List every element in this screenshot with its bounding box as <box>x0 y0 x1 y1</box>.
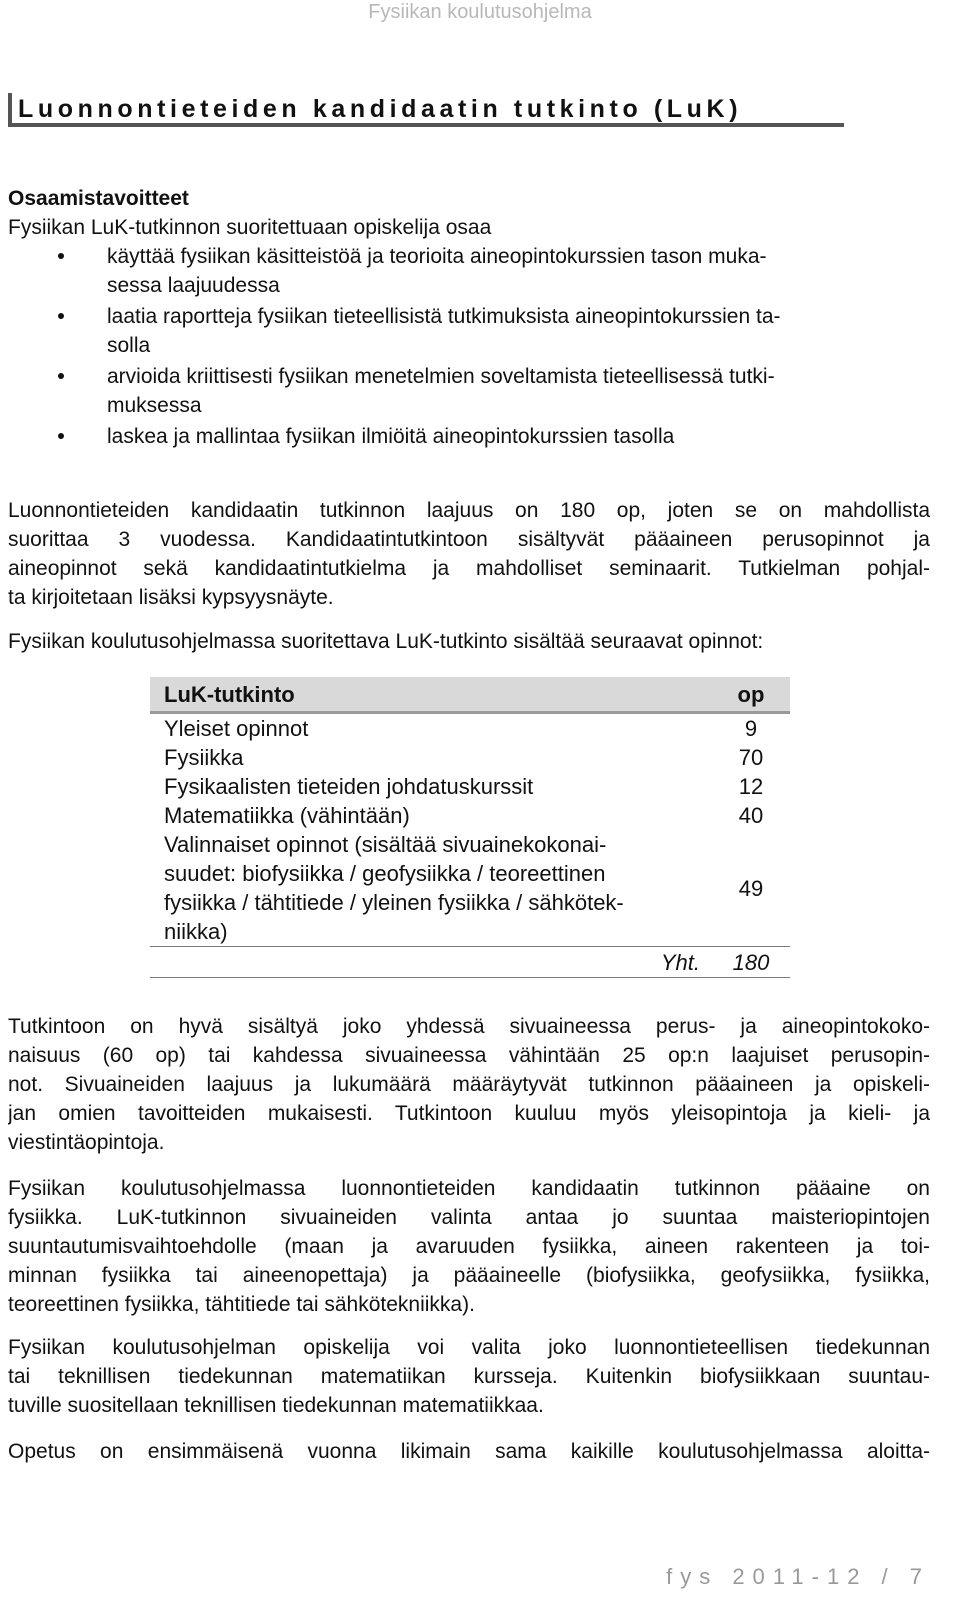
table-cell-label: Yleiset opinnot <box>164 716 309 741</box>
paragraph-4-line-3: suuntautumisvaihtoehdolle (maan ja avaruuden fysiikka, aineen rakenteen ja toi- <box>8 1235 930 1258</box>
table-row <box>150 801 790 830</box>
paragraph-2: Fysiikan koulutusohjelmassa suoritettava LuK-tutkinto sisältää seuraavat opinnot: <box>8 630 764 653</box>
table-row-electives <box>150 830 790 947</box>
section-title: Luonnontieteiden kandidaatin tutkinto (LuK) <box>18 95 743 123</box>
table-cell-op: 9 <box>744 716 758 741</box>
table-header-row <box>150 677 790 713</box>
table-row <box>150 772 790 801</box>
table-cell-label <box>150 830 712 947</box>
paragraph-5-line-3: tuville suositellaan teknillisen tiedekunnan matematiikkaa. <box>8 1394 544 1417</box>
page-footer: fys 2011-12 / 7 <box>666 1564 930 1589</box>
paragraph-4-line-1: Fysiikan koulutusohjelmassa luonnontieteiden kandidaatin tutkinnon pääaine on <box>8 1177 930 1200</box>
objectives-heading: Osaamistavoitteet <box>8 187 189 210</box>
paragraph-6-line-1: Opetus on ensimmäisenä vuonna likimain sama kaikille koulutusohjelmassa aloitta- <box>8 1440 930 1463</box>
table-row <box>150 713 790 744</box>
bullet-marker <box>58 313 64 319</box>
objective-item-2-line-1: laatia raportteja fysiikan tieteellisistä tutkimuksista aineopintokurssien ta- <box>107 305 781 328</box>
bullet-marker <box>58 373 64 379</box>
paragraph-3-line-1: Tutkintoon on hyvä sisältyä joko yhdessä sivuaineessa perus- ja aineopintokoko- <box>8 1015 930 1038</box>
table-cell-label: Matematiikka (vähintään) <box>164 803 410 828</box>
paragraph-1-line-2: suorittaa 3 vuodessa. Kandidaatintutkintoon sisältyvät pääaineen perusopinnot ja <box>8 528 930 551</box>
bullet-marker <box>58 433 64 439</box>
paragraph-3-line-2: naisuus (60 op) tai kahdessa sivuaineessa vähintään 25 op:n laajuiset perusopin- <box>8 1044 930 1067</box>
elective-line: suudet: biofysiikka / geofysiikka / teoreettinen <box>164 861 606 886</box>
elective-line: Valinnaiset opinnot (sisältää sivuainekokonai- <box>164 832 607 857</box>
table-cell-label: Fysiikka <box>164 745 244 770</box>
objective-item-3-line-2: muksessa <box>107 394 202 417</box>
running-header: Fysiikan koulutusohjelma <box>368 1 592 23</box>
objective-item-2-line-2: solla <box>107 334 151 357</box>
table-cell-op: 70 <box>738 745 764 770</box>
bullet-marker <box>58 253 64 259</box>
paragraph-3-line-4: jan omien tavoitteiden mukaisesti. Tutkintoon kuuluu myös yleisopintoja ja kieli- ja <box>8 1102 930 1125</box>
paragraph-5-line-1: Fysiikan koulutusohjelman opiskelija voi valita joko luonnontieteellisen tiedekunnan <box>8 1336 930 1359</box>
table-cell-op: 49 <box>738 875 764 901</box>
table-total-label: Yht. <box>660 949 700 975</box>
objective-item-1-line-2: sessa laajuudessa <box>107 274 280 297</box>
paragraph-4-line-5: teoreettinen fysiikka, tähtitiede tai sähkötekniikka). <box>8 1293 475 1316</box>
table-total-op: 180 <box>732 949 770 975</box>
table-header-label: LuK-tutkinto <box>150 677 712 713</box>
objectives-intro: Fysiikan LuK-tutkinnon suoritettuaan opiskelija osaa <box>8 216 492 239</box>
paragraph-4-line-2: fysiikka. LuK-tutkinnon sivuaineiden valinta antaa jo suuntaa maisteriopintojen <box>8 1206 930 1229</box>
section-title-bar <box>8 93 844 127</box>
elective-line: fysiikka / tähtitiede / yleinen fysiikka / sähkötek- <box>164 890 624 915</box>
objective-item-1-line-1: käyttää fysiikan käsitteistöä ja teorioita aineopintokurssien tason muka- <box>107 245 767 268</box>
table-cell-op: 40 <box>738 803 764 828</box>
paragraph-4-line-4: minnan fysiikka tai aineenopettaja) ja pääaineelle (biofysiikka, geofysiikka, fysiikka, <box>8 1264 930 1287</box>
paragraph-3-line-5: viestintäopintoja. <box>8 1131 165 1154</box>
credits-table <box>150 677 790 978</box>
elective-line: niikka) <box>164 919 228 944</box>
table-header-op: op <box>712 677 790 713</box>
table-total-row <box>150 947 790 978</box>
paragraph-1-line-1: Luonnontieteiden kandidaatin tutkinnon laajuus on 180 op, joten se on mahdollista <box>8 499 930 522</box>
objective-item-3-line-1: arvioida kriittisesti fysiikan menetelmien soveltamista tieteellisessä tutki- <box>107 365 775 388</box>
table-cell-label: Fysikaalisten tieteiden johdatuskurssit <box>164 774 534 799</box>
table-cell-op: 12 <box>738 774 764 799</box>
paragraph-1-line-3: aineopinnot sekä kandidaatintutkielma ja mahdolliset seminaarit. Tutkielman pohjal- <box>8 557 930 580</box>
table-row <box>150 743 790 772</box>
paragraph-5-line-2: tai teknillisen tiedekunnan matematiikan kursseja. Kuitenkin biofysiikkaan suuntau- <box>8 1365 930 1388</box>
paragraph-1-line-4: ta kirjoitetaan lisäksi kypsyysnäyte. <box>8 586 334 609</box>
objective-item-4-line-1: laskea ja mallintaa fysiikan ilmiöitä aineopintokurssien tasolla <box>107 425 675 448</box>
paragraph-3-line-3: not. Sivuaineiden laajuus ja lukumäärä määräytyvät tutkinnon pääaineen ja opiskeli- <box>8 1073 930 1096</box>
